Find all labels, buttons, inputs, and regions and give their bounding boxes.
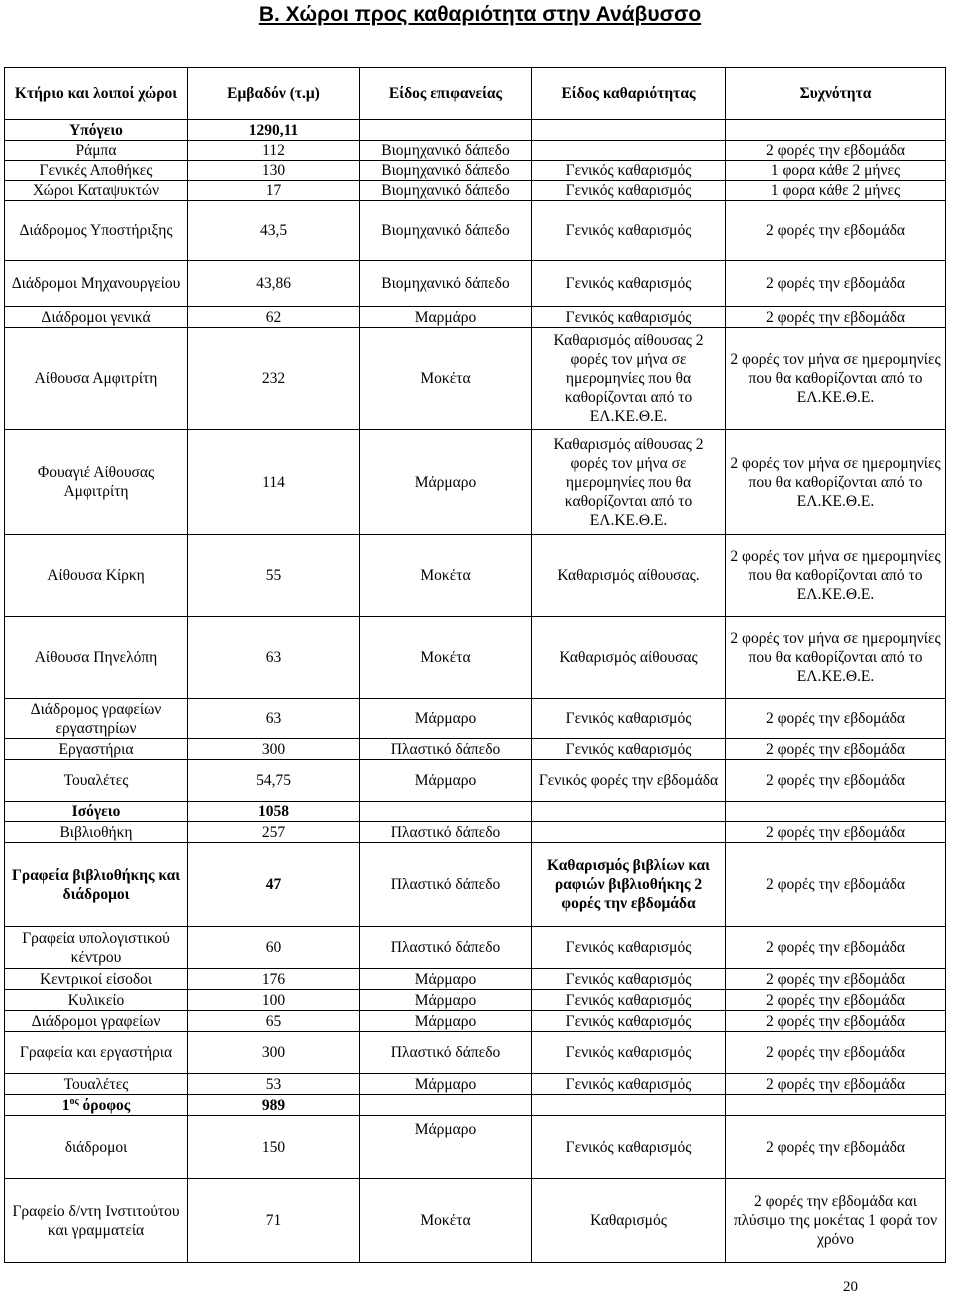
cell-surface xyxy=(360,802,532,822)
cell-area: 55 xyxy=(188,535,360,617)
cell-name: διάδρομοι xyxy=(5,1116,188,1179)
floor-suffix: ος xyxy=(69,1095,79,1107)
cell-frequency: 2 φορές την εβδομάδα και πλύσιμο της μοκέτας 1 φορά τον χρόνο xyxy=(726,1179,946,1263)
cell-name: Διάδρομοι Μηχανουργείου xyxy=(5,261,188,307)
cell-name: Γραφείο δ/ντη Ινστιτούτου και γραμματεία xyxy=(5,1179,188,1263)
table-row xyxy=(5,739,946,760)
cell-name: Βιβλιοθήκη xyxy=(5,822,188,843)
cell-surface: Μοκέτα xyxy=(360,328,532,430)
table-row xyxy=(5,990,946,1011)
cell-surface: Μάρμαρο xyxy=(360,699,532,739)
table-row xyxy=(5,822,946,843)
header-surface: Είδος επιφανείας xyxy=(360,68,532,120)
cell-area: 989 xyxy=(188,1095,360,1116)
cell-surface: Μοκέτα xyxy=(360,535,532,617)
cell-cleaning: Γενικός καθαρισμός xyxy=(532,181,726,201)
cell-frequency xyxy=(726,120,946,141)
page-number: 20 xyxy=(843,1279,858,1295)
header-frequency: Συχνότητα xyxy=(726,68,946,120)
cell-name: Αίθουσα Πηνελόπη xyxy=(5,617,188,699)
cell-frequency: 2 φορές τον μήνα σε ημερομηνίες που θα καθορίζονται από το ΕΛ.ΚΕ.Θ.Ε. xyxy=(726,535,946,617)
cell-area: 257 xyxy=(188,822,360,843)
table-row xyxy=(5,843,946,927)
cell-name: Γραφεία υπολογιστικού κέντρου xyxy=(5,927,188,969)
cell-frequency: 2 φορές την εβδομάδα xyxy=(726,1116,946,1179)
table-row xyxy=(5,802,946,822)
cell-frequency: 2 φορές την εβδομάδα xyxy=(726,969,946,990)
cell-frequency: 2 φορές την εβδομάδα xyxy=(726,739,946,760)
cell-area: 71 xyxy=(188,1179,360,1263)
cell-frequency: 1 φορα κάθε 2 μήνες xyxy=(726,181,946,201)
cell-area: 53 xyxy=(188,1074,360,1095)
table-row xyxy=(5,1179,946,1263)
cell-cleaning: Καθαρισμός αίθουσας. xyxy=(532,535,726,617)
cell-area: 300 xyxy=(188,739,360,760)
cell-area: 300 xyxy=(188,1032,360,1074)
cell-surface: Πλαστικό δάπεδο xyxy=(360,739,532,760)
table-row xyxy=(5,261,946,307)
table-row xyxy=(5,535,946,617)
cell-surface: Μάρμαρο xyxy=(360,760,532,802)
cell-name-first-floor xyxy=(5,1095,188,1116)
cell-frequency: 2 φορές την εβδομάδα xyxy=(726,927,946,969)
cell-frequency: 2 φορές τον μήνα σε ημερομηνίες που θα καθορίζονται από το ΕΛ.ΚΕ.Θ.Ε. xyxy=(726,617,946,699)
table-row xyxy=(5,927,946,969)
cleaning-areas-table xyxy=(4,67,946,1263)
cell-surface: Πλαστικό δάπεδο xyxy=(360,822,532,843)
page-title: Β. Χώροι προς καθαριότητα στην Ανάβυσσο xyxy=(258,3,702,26)
cell-name: Διάδρομος γραφείων εργαστηρίων xyxy=(5,699,188,739)
cell-area: 65 xyxy=(188,1011,360,1032)
cell-name: Αίθουσα Αμφιτρίτη xyxy=(5,328,188,430)
cell-cleaning: Καθαρισμός αίθουσας 2 φορές τον μήνα σε ημερομηνίες που θα καθορίζονται από το ΕΛ.ΚΕ.Θ.Ε. xyxy=(532,328,726,430)
cell-surface: Μοκέτα xyxy=(360,1179,532,1263)
cell-surface: Μάρμαρο xyxy=(360,430,532,535)
cell-frequency: 2 φορές τον μήνα σε ημερομηνίες που θα καθορίζονται από το ΕΛ.ΚΕ.Θ.Ε. xyxy=(726,430,946,535)
cell-area: 43,86 xyxy=(188,261,360,307)
cell-frequency: 2 φορές την εβδομάδα xyxy=(726,261,946,307)
cell-name: Ράμπα xyxy=(5,141,188,161)
cell-surface: Πλαστικό δάπεδο xyxy=(360,927,532,969)
cell-surface: Βιομηχανικό δάπεδο xyxy=(360,201,532,261)
cell-name: Ισόγειο xyxy=(5,802,188,822)
cell-name: Υπόγειο xyxy=(5,120,188,141)
cell-frequency: 2 φορές την εβδομάδα xyxy=(726,1011,946,1032)
cell-frequency xyxy=(726,1095,946,1116)
cell-cleaning: Καθαρισμός βιβλίων και ραφιών βιβλιοθήκης 2 φορές την εβδομάδα xyxy=(532,843,726,927)
cell-name: Τουαλέτες xyxy=(5,760,188,802)
cell-surface: Μαρμάρο xyxy=(360,307,532,328)
cell-cleaning: Καθαρισμός αίθουσας 2 φορές τον μήνα σε ημερομηνίες που θα καθορίζονται από το ΕΛ.ΚΕ.Θ.Ε. xyxy=(532,430,726,535)
cell-cleaning: Γενικός καθαρισμός xyxy=(532,1116,726,1179)
cell-cleaning: Γενικός καθαρισμός xyxy=(532,1074,726,1095)
cell-frequency: 2 φορές την εβδομάδα xyxy=(726,760,946,802)
cell-area: 43,5 xyxy=(188,201,360,261)
cell-surface: Μάρμαρο xyxy=(360,1011,532,1032)
cell-surface: Μάρμαρο xyxy=(360,1074,532,1095)
cell-area: 60 xyxy=(188,927,360,969)
table-row xyxy=(5,307,946,328)
cell-name: Διάδρομοι γενικά xyxy=(5,307,188,328)
floor-number: 1 xyxy=(61,1096,70,1114)
cell-name: Εργαστήρια xyxy=(5,739,188,760)
cell-area: 114 xyxy=(188,430,360,535)
cell-name: Χώροι Καταψυκτών xyxy=(5,181,188,201)
table-row-first-floor xyxy=(5,1095,946,1116)
cell-surface: Μάρμαρο xyxy=(360,1116,532,1179)
cell-name: Γραφεία βιβλιοθήκης και διάδρομοι xyxy=(5,843,188,927)
cell-cleaning: Γενικός καθαρισμός xyxy=(532,307,726,328)
cell-frequency: 2 φορές την εβδομάδα xyxy=(726,843,946,927)
cell-name: Τουαλέτες xyxy=(5,1074,188,1095)
table-row xyxy=(5,1116,946,1179)
cell-area: 47 xyxy=(188,843,360,927)
cell-area: 63 xyxy=(188,699,360,739)
cell-cleaning xyxy=(532,141,726,161)
cell-name: Κυλικείο xyxy=(5,990,188,1011)
cell-name: Φουαγιέ Αίθουσας Αμφιτρίτη xyxy=(5,430,188,535)
cell-surface xyxy=(360,1095,532,1116)
cell-cleaning: Γενικός καθαρισμός xyxy=(532,927,726,969)
cell-cleaning: Γενικός καθαρισμός xyxy=(532,990,726,1011)
floor-word: όροφος xyxy=(82,1096,131,1114)
cell-frequency: 2 φορές την εβδομάδα xyxy=(726,1032,946,1074)
cell-cleaning: Καθαρισμός xyxy=(532,1179,726,1263)
table-row xyxy=(5,1074,946,1095)
table-row xyxy=(5,1032,946,1074)
cell-cleaning xyxy=(532,802,726,822)
cell-frequency: 2 φορές την εβδομάδα xyxy=(726,141,946,161)
cell-cleaning: Γενικός καθαρισμός xyxy=(532,1032,726,1074)
header-cleaning-type: Είδος καθαριότητας xyxy=(532,68,726,120)
cell-cleaning: Γενικός καθαρισμός xyxy=(532,739,726,760)
cell-cleaning xyxy=(532,1095,726,1116)
cell-cleaning xyxy=(532,822,726,843)
cell-cleaning: Γενικός φορές την εβδομάδα xyxy=(532,760,726,802)
cell-frequency: 2 φορές την εβδομάδα xyxy=(726,1074,946,1095)
cell-name: Κεντρικοί είσοδοι xyxy=(5,969,188,990)
cell-area: 130 xyxy=(188,161,360,181)
cell-surface: Βιομηχανικό δάπεδο xyxy=(360,161,532,181)
cell-cleaning xyxy=(532,120,726,141)
table-row xyxy=(5,617,946,699)
cell-name: Διάδρομος Υποστήριξης xyxy=(5,201,188,261)
cell-cleaning: Γενικός καθαρισμός xyxy=(532,161,726,181)
cell-area: 17 xyxy=(188,181,360,201)
cell-surface: Μοκέτα xyxy=(360,617,532,699)
cell-cleaning: Γενικός καθαρισμός xyxy=(532,969,726,990)
cell-cleaning: Γενικός καθαρισμός xyxy=(532,261,726,307)
cell-surface: Μάρμαρο xyxy=(360,969,532,990)
header-building: Κτήριο και λοιποί χώροι xyxy=(5,68,188,120)
cell-cleaning: Γενικός καθαρισμός xyxy=(532,1011,726,1032)
table-row xyxy=(5,328,946,430)
cell-name: Γενικές Αποθήκες xyxy=(5,161,188,181)
cell-area: 62 xyxy=(188,307,360,328)
cell-cleaning: Καθαρισμός αίθουσας xyxy=(532,617,726,699)
table-row xyxy=(5,161,946,181)
cell-surface: Βιομηχανικό δάπεδο xyxy=(360,261,532,307)
cell-cleaning: Γενικός καθαρισμός xyxy=(532,699,726,739)
table-row xyxy=(5,699,946,739)
cell-area: 1058 xyxy=(188,802,360,822)
cell-area: 232 xyxy=(188,328,360,430)
cell-frequency: 1 φορα κάθε 2 μήνες xyxy=(726,161,946,181)
cell-surface xyxy=(360,120,532,141)
table-row xyxy=(5,120,946,141)
table-row xyxy=(5,430,946,535)
cell-name: Αίθουσα Κίρκη xyxy=(5,535,188,617)
cell-name: Γραφεία και εργαστήρια xyxy=(5,1032,188,1074)
cell-name: Διάδρομοι γραφείων xyxy=(5,1011,188,1032)
table-row xyxy=(5,760,946,802)
cell-area: 63 xyxy=(188,617,360,699)
cell-frequency: 2 φορές την εβδομάδα xyxy=(726,990,946,1011)
cell-surface: Βιομηχανικό δάπεδο xyxy=(360,181,532,201)
table-header-row xyxy=(5,68,946,120)
table-row xyxy=(5,969,946,990)
cell-surface: Πλαστικό δάπεδο xyxy=(360,1032,532,1074)
cell-frequency xyxy=(726,802,946,822)
cell-area: 176 xyxy=(188,969,360,990)
cell-surface: Μάρμαρο xyxy=(360,990,532,1011)
header-area: Εμβαδόν (τ.μ) xyxy=(188,68,360,120)
table-row xyxy=(5,201,946,261)
table-row xyxy=(5,1011,946,1032)
cell-frequency: 2 φορές την εβδομάδα xyxy=(726,201,946,261)
table-row xyxy=(5,181,946,201)
cell-frequency: 2 φορές τον μήνα σε ημερομηνίες που θα καθορίζονται από το ΕΛ.ΚΕ.Θ.Ε. xyxy=(726,328,946,430)
cell-area: 1290,11 xyxy=(188,120,360,141)
cell-surface: Πλαστικό δάπεδο xyxy=(360,843,532,927)
cell-cleaning: Γενικός καθαρισμός xyxy=(532,201,726,261)
cell-surface: Βιομηχανικό δάπεδο xyxy=(360,141,532,161)
cell-area: 112 xyxy=(188,141,360,161)
table-row xyxy=(5,141,946,161)
cell-frequency: 2 φορές την εβδομάδα xyxy=(726,822,946,843)
cell-frequency: 2 φορές την εβδομάδα xyxy=(726,699,946,739)
cell-frequency: 2 φορές την εβδομάδα xyxy=(726,307,946,328)
cell-area: 54,75 xyxy=(188,760,360,802)
cell-area: 100 xyxy=(188,990,360,1011)
cell-area: 150 xyxy=(188,1116,360,1179)
